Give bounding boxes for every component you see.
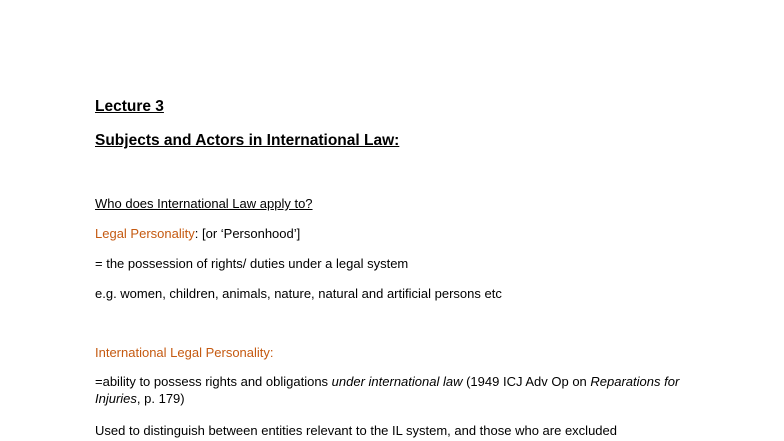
question-line: Who does International Law apply to? <box>95 196 313 211</box>
intl-legal-personality-heading: International Legal Personality: <box>95 345 274 360</box>
ability-mid: (1949 ICJ Adv Op on <box>462 374 591 389</box>
ability-suffix: , p. 179) <box>136 391 185 406</box>
subject-heading: Subjects and Actors in International Law: <box>95 132 400 149</box>
ability-prefix: =ability to possess rights and obligations <box>95 374 332 389</box>
legal-personality-aside: [or ‘Personhood’] <box>198 226 301 241</box>
definition-line: = the possession of rights/ duties under a legal system <box>95 256 409 271</box>
legal-personality-colon: : <box>194 226 199 241</box>
legal-personality-line <box>95 225 300 242</box>
examples-line: e.g. women, children, animals, nature, natural and artificial persons etc <box>95 286 502 301</box>
ability-italic-phrase: under international law <box>331 374 463 389</box>
case-name: Reparations for Injuries <box>95 374 680 406</box>
lecture-heading: Lecture 3 <box>95 98 164 115</box>
legal-personality-term: Legal Personality <box>95 226 195 241</box>
distinguish-line: Used to distinguish between entities relevant to the IL system, and those who are excluded <box>95 423 617 438</box>
ability-paragraph <box>95 373 695 407</box>
